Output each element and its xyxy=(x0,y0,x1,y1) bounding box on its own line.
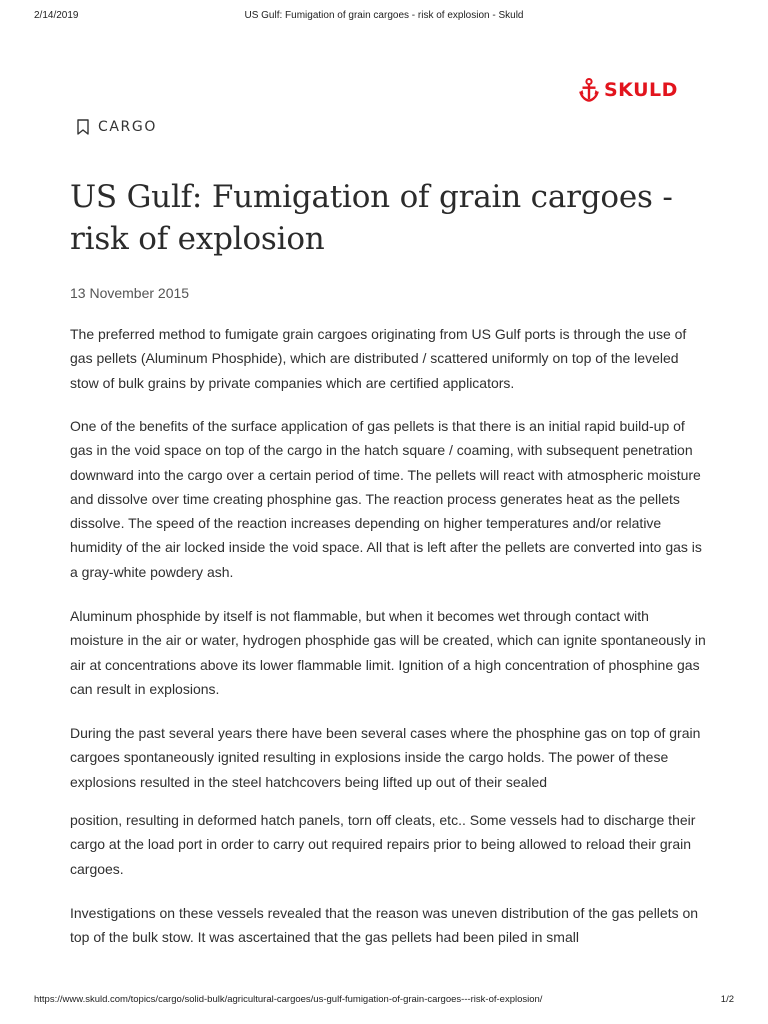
article-paragraph: The preferred method to fumigate grain cargoes originating from US Gulf ports is through the use of gas pellets (Aluminum Phosphide), which are distributed / scattered uniformly on top of the leveled stow of bulk grains by private companies which are certified applicators. xyxy=(70,326,687,391)
article-paragraph: One of the benefits of the surface application of gas pellets is that there is an initial rapid build-up of gas in the void space on top of the cargo in the hatch square / coaming, with subsequent penetration downward into the cargo over a certain period of time. The pellets will react with atmospheric moisture and dissolve over time creating phosphine gas. The reaction process generates heat as the pellets dissolve. The speed of the reaction increases depending on higher temperatures and/or relative humidity of the air locked inside the void space. All that is left after the pellets are converted into gas is a gray-white powdery ash. xyxy=(70,418,702,580)
brand-wordmark: SKULD xyxy=(604,78,678,101)
article-title: US Gulf: Fumigation of grain cargoes - risk of explosion xyxy=(70,179,673,257)
category-tag[interactable] xyxy=(77,119,157,135)
bookmark-icon xyxy=(77,119,89,135)
page-number: 1/2 xyxy=(720,994,734,1005)
print-url[interactable]: https://www.skuld.com/topics/cargo/solid-bulk/agricultural-cargoes/us-gulf-fumigation-of-grain-cargoes---risk-of-explosion/ xyxy=(34,994,543,1005)
category-label: CARGO xyxy=(98,119,157,135)
print-footer xyxy=(34,994,734,1008)
print-page-title: US Gulf: Fumigation of grain cargoes - risk of explosion - Skuld xyxy=(244,10,524,21)
article-paragraph: position, resulting in deformed hatch panels, torn off cleats, etc.. Some vessels had to discharge their cargo at the load port in order to carry out required repairs prior to being allowed to reload their grain cargoes. xyxy=(70,812,696,877)
article-paragraph: Aluminum phosphide by itself is not flammable, but when it becomes wet through contact with moisture in the air or water, hydrogen phosphide gas will be created, which can ignite spontaneously in air at concentrations above its lower flammable limit. Ignition of a high concentration of phosphine gas can result in explosions. xyxy=(70,608,706,697)
article-paragraph: During the past several years there have been several cases where the phosphine gas on top of grain cargoes spontaneously ignited resulting in explosions inside the cargo holds. The power of these explosions resulted in the steel hatchcovers being lifted up out of their sealed xyxy=(70,725,701,790)
anchor-icon xyxy=(579,78,599,102)
print-date: 2/14/2019 xyxy=(34,10,79,21)
print-header xyxy=(34,10,734,24)
article-paragraph: Investigations on these vessels revealed that the reason was uneven distribution of the gas pellets on top of the bulk stow. It was ascertained that the gas pellets had been piled in small xyxy=(70,905,699,946)
skuld-logo[interactable] xyxy=(579,77,678,103)
article-date: 13 November 2015 xyxy=(70,285,190,301)
